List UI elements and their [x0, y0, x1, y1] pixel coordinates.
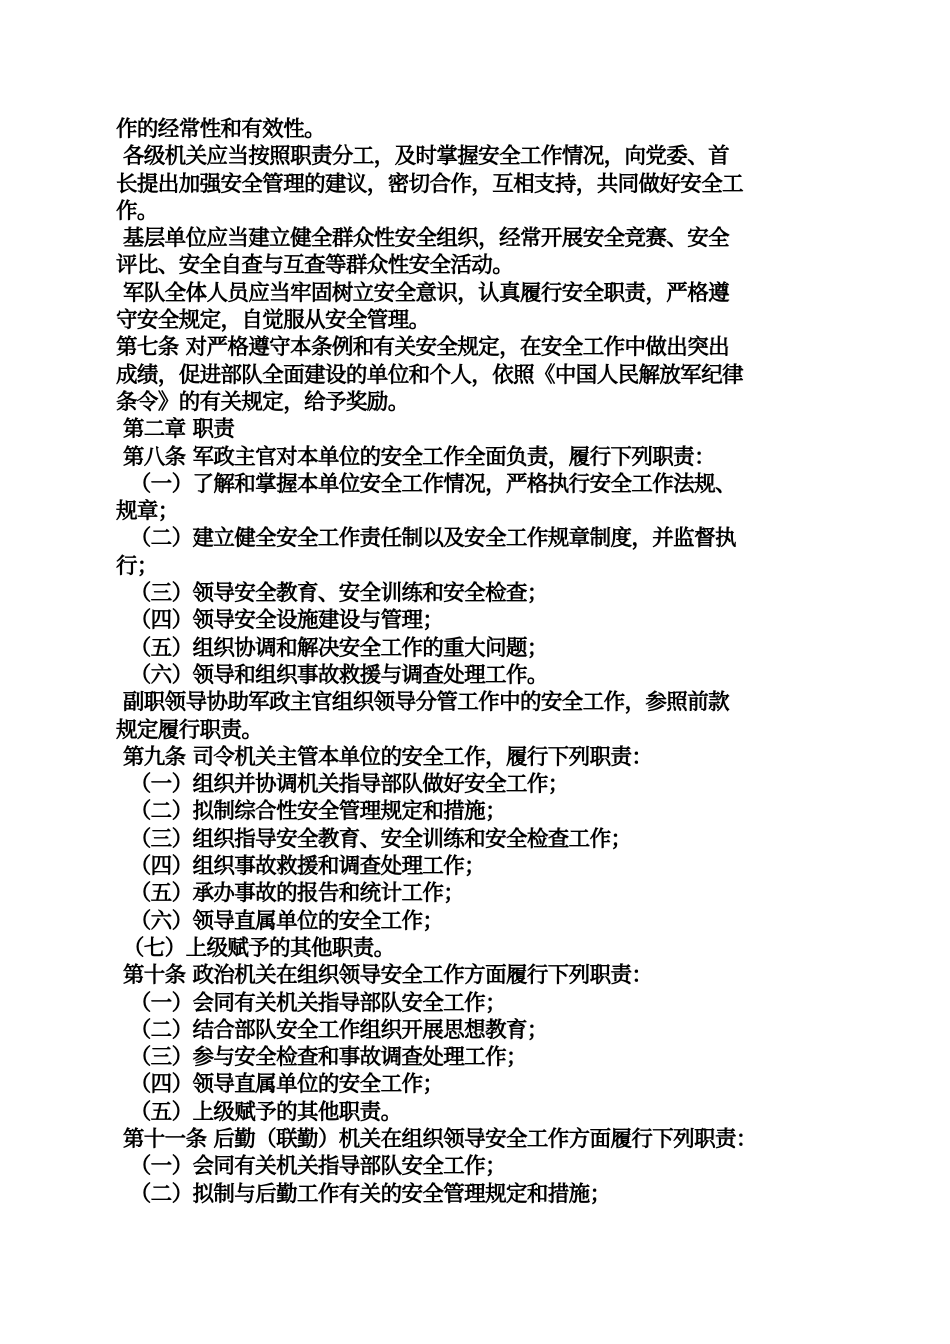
text-line: 规定履行职责。	[116, 717, 263, 743]
list-item: （六）领导和组织事故救援与调查处理工作。	[116, 662, 548, 688]
text-line: 各级机关应当按照职责分工，及时掌握安全工作情况，向党委、首	[116, 144, 729, 170]
list-item: （四）领导直属单位的安全工作；	[116, 1072, 444, 1098]
list-item: （三）组织指导安全教育、安全训练和安全检查工作；	[116, 826, 632, 852]
article-heading: 第十条 政治机关在组织领导安全工作方面履行下列职责：	[116, 963, 653, 989]
text-line: 条令》的有关规定，给予奖励。	[116, 389, 409, 415]
list-item: （二）结合部队安全工作组织开展思想教育；	[116, 1017, 548, 1043]
list-item: （三）参与安全检查和事故调查处理工作；	[116, 1045, 527, 1071]
text-line: 行；	[116, 553, 158, 579]
text-line: 作。	[116, 198, 158, 224]
list-item: （二）建立健全安全工作责任制以及安全工作规章制度，并监督执	[116, 526, 736, 552]
article-heading: 第九条 司令机关主管本单位的安全工作，履行下列职责：	[116, 744, 653, 770]
text-line: 评比、安全自查与互查等群众性安全活动。	[116, 253, 514, 279]
list-item: （六）领导直属单位的安全工作；	[116, 908, 444, 934]
text-line: 规章；	[116, 499, 179, 525]
list-item: （一）会同有关机关指导部队安全工作；	[116, 1154, 506, 1180]
list-item: （五）上级赋予的其他职责。	[116, 1099, 402, 1125]
list-item: （一）会同有关机关指导部队安全工作；	[116, 990, 506, 1016]
text-line: 成绩，促进部队全面建设的单位和个人，依照《中国人民解放军纪律	[116, 362, 744, 388]
text-line: 基层单位应当建立健全群众性安全组织，经常开展安全竞赛、安全	[116, 226, 729, 252]
text-line: 副职领导协助军政主官组织领导分管工作中的安全工作，参照前款	[116, 690, 729, 716]
article-heading: 第七条 对严格遵守本条例和有关安全规定，在安全工作中做出突出	[116, 335, 729, 361]
text-line: 守安全规定，自觉服从安全管理。	[116, 308, 430, 334]
list-item: （四）领导安全设施建设与管理；	[116, 608, 444, 634]
text-line: 长提出加强安全管理的建议，密切合作，互相支持，共同做好安全工	[116, 171, 744, 197]
list-item: （五）承办事故的报告和统计工作；	[116, 881, 465, 907]
list-item: （七）上级赋予的其他职责。	[116, 935, 395, 961]
text-line: 作的经常性和有效性。	[116, 117, 326, 142]
text-line: 军队全体人员应当牢固树立安全意识，认真履行安全职责，严格遵	[116, 280, 729, 306]
list-item: （一）组织并协调机关指导部队做好安全工作；	[116, 772, 569, 798]
document-body	[116, 116, 836, 1208]
list-item: （二）拟制综合性安全管理规定和措施；	[116, 799, 506, 825]
list-item: （二）拟制与后勤工作有关的安全管理规定和措施；	[116, 1181, 611, 1207]
list-item: （三）领导安全教育、安全训练和安全检查；	[116, 581, 548, 607]
list-item: （一）了解和掌握本单位安全工作情况，严格执行安全工作法规、	[116, 471, 736, 497]
list-item: （四）组织事故救援和调查处理工作；	[116, 854, 486, 880]
article-heading: 第八条 军政主官对本单位的安全工作全面负责，履行下列职责：	[116, 444, 715, 470]
list-item: （五）组织协调和解决安全工作的重大问题；	[116, 635, 548, 661]
chapter-heading: 第二章 职责	[116, 417, 235, 443]
article-heading: 第十一条 后勤（联勤）机关在组织领导安全工作方面履行下列职责：	[116, 1126, 757, 1152]
